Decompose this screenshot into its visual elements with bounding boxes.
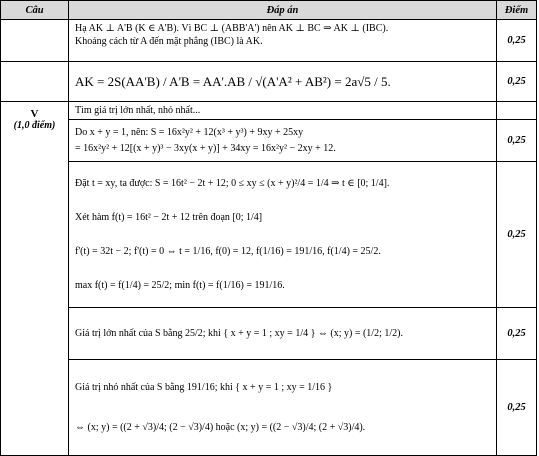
table-row (1, 308, 537, 360)
score-cell: 0,25 (497, 120, 537, 162)
table-row (1, 360, 537, 456)
answer-cell (69, 102, 497, 120)
answer-line: Hạ AK ⊥ A'B (K ∈ A'B). Vì BC ⊥ (ABB'A') nên AK ⊥ BC ⇒ AK ⊥ (IBC). (75, 23, 389, 34)
answer-line: = 16x²y² + 12[(x + y)³ − 3xy(x + y)] + 34xy = 16x²y² − 2xy + 12. (75, 142, 336, 154)
question-cell-empty (1, 62, 69, 102)
header-score: Điểm (497, 1, 537, 20)
answer-cell (69, 20, 497, 62)
table-row (1, 62, 537, 102)
answer-line: Xét hàm f(t) = 16t² − 2t + 12 trên đoạn [0; 1/4] (75, 211, 263, 223)
answer-cell (69, 360, 497, 456)
answer-cell (69, 62, 497, 102)
table-row (1, 20, 537, 62)
score-cell: 0,25 (497, 308, 537, 360)
table-row (1, 120, 537, 162)
table-row (1, 102, 537, 120)
score-cell: 0,25 (497, 162, 537, 308)
table-row (1, 162, 537, 308)
score-cell: 0,25 (497, 360, 537, 456)
answer-line: Giá trị lớn nhất của S bằng 25/2; khi { x + y = 1 ; xy = 1/4 } ⇔ (x; y) = (1/2; 1/2). (75, 328, 403, 339)
header-question: Câu (1, 1, 69, 20)
table-header-row (1, 1, 537, 20)
answer-line: Tìm giá trị lớn nhất, nhỏ nhất... (75, 105, 201, 116)
question-number: V (30, 108, 39, 120)
question-points: (1,0 điểm) (13, 120, 56, 131)
answer-line: Khoảng cách từ A đến mặt phẳng (IBC) là AK. (75, 36, 263, 47)
answer-line: f'(t) = 32t − 2; f'(t) = 0 ⇔ t = 1/16, f(0) = 12, f(1/16) = 191/16, f(1/4) = 25/2. (75, 245, 381, 257)
header-answer: Đáp án (69, 1, 497, 20)
answer-line: Giá trị nhỏ nhất của S bằng 191/16; khi { x + y = 1 ; xy = 1/16 } (75, 381, 333, 393)
answer-cell (69, 120, 497, 162)
answer-line: Do x + y = 1, nên: S = 16x²y² + 12(x³ + y³) + 9xy + 25xy (75, 126, 304, 138)
answer-line: max f(t) = f(1/4) = 25/2; min f(t) = f(1/16) = 191/16. (75, 279, 285, 291)
score-cell: 0,25 (497, 62, 537, 102)
answer-line: ⇔ (x; y) = ((2 + √3)/4; (2 − √3)/4) hoặc (x; y) = ((2 − √3)/4; (2 + √3)/4). (75, 421, 366, 433)
answer-cell (69, 162, 497, 308)
answer-cell (69, 308, 497, 360)
question-cell (1, 102, 69, 456)
score-cell (497, 102, 537, 120)
answer-line: Đặt t = xy, ta được: S = 16t² − 2t + 12; 0 ≤ xy ≤ (x + y)²/4 = 1/4 ⇒ t ∈ [0; 1/4]. (75, 177, 390, 189)
question-cell-empty (1, 20, 69, 62)
answer-line: AK = 2S(AA'B) / A'B = AA'.AB / √(A'A² + AB²) = 2a√5 / 5. (75, 74, 391, 89)
score-cell: 0,25 (497, 20, 537, 62)
